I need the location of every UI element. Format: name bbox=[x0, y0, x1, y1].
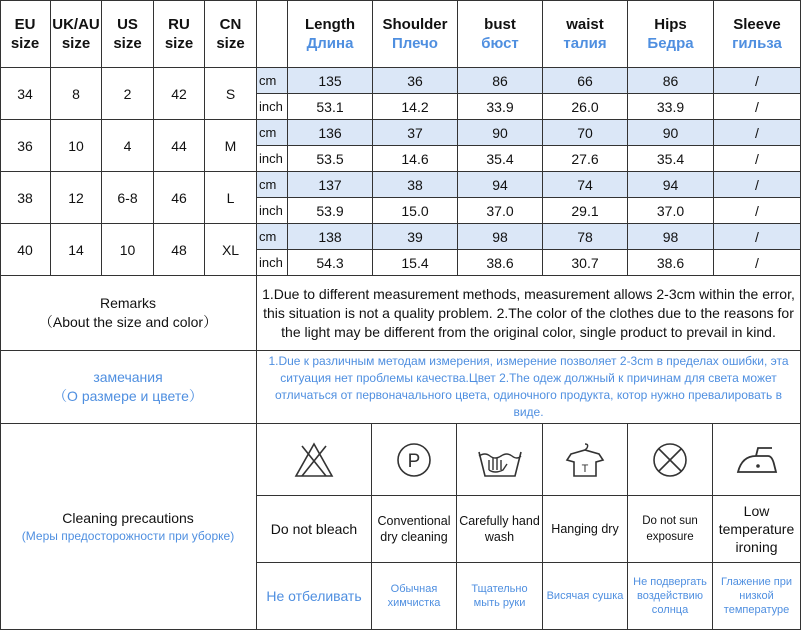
measure-sleeve-cm: / bbox=[714, 68, 801, 94]
care-icon-cell bbox=[457, 424, 543, 496]
header-cn-size bbox=[205, 0, 257, 68]
remarks-text-ru: 1.Due к различным методам измерения, измерение позволяет 2-3cm в пределах ошибки, эта ситуация нет проблемы качества.Цвет 2.The одеж должный к причинам для света может отличаться от первоначального цвета, одиночного продукта, котор нужно превалировать в виде. bbox=[257, 351, 801, 424]
measure-bust-cm: 94 bbox=[458, 172, 543, 198]
size-cn-cell: L bbox=[205, 172, 257, 224]
size-ukau-cell: 12 bbox=[51, 172, 102, 224]
measure-length-cm: 136 bbox=[288, 120, 373, 146]
header-label: bust bbox=[484, 15, 516, 33]
measure-waist-cm: 70 bbox=[543, 120, 628, 146]
size-us-cell: 10 bbox=[102, 224, 154, 276]
measure-length-inch: 53.5 bbox=[288, 146, 373, 172]
measure-sleeve-inch: / bbox=[714, 94, 801, 120]
size-eu-cell: 34 bbox=[0, 68, 51, 120]
header-label: size bbox=[113, 34, 142, 52]
size-us-cell: 2 bbox=[102, 68, 154, 120]
measure-length-inch: 54.3 bbox=[288, 250, 373, 276]
size-cn-cell: S bbox=[205, 68, 257, 120]
header-label: Length bbox=[305, 15, 355, 33]
size-ru-cell: 44 bbox=[154, 120, 205, 172]
care-label-ru: Не подвергать воздействию солнца bbox=[628, 563, 713, 630]
dry-clean-p-icon bbox=[394, 440, 434, 480]
measure-shoulder-inch: 15.4 bbox=[373, 250, 458, 276]
size-ru-cell: 46 bbox=[154, 172, 205, 224]
header-ukau-size bbox=[51, 0, 102, 68]
no-sun-exposure-icon bbox=[650, 440, 690, 480]
unit-label: inch bbox=[257, 146, 288, 172]
care-icon-cell bbox=[257, 424, 372, 496]
measure-waist-cm: 74 bbox=[543, 172, 628, 198]
header-hips bbox=[628, 0, 714, 68]
header-label: EU bbox=[14, 15, 36, 33]
header-label-ru: Бедра bbox=[647, 34, 694, 52]
care-label-ru: Висячая сушка bbox=[543, 563, 628, 630]
hanging-dry-icon bbox=[563, 440, 607, 480]
measure-shoulder-cm: 38 bbox=[373, 172, 458, 198]
size-us-cell: 6-8 bbox=[102, 172, 154, 224]
care-label-ru: Тщательно мыть руки bbox=[457, 563, 543, 630]
measure-length-inch: 53.1 bbox=[288, 94, 373, 120]
measure-length-cm: 138 bbox=[288, 224, 373, 250]
unit-label: inch bbox=[257, 198, 288, 224]
measure-waist-inch: 27.6 bbox=[543, 146, 628, 172]
cleaning-title: Cleaning precautions bbox=[62, 510, 194, 526]
header-waist bbox=[543, 0, 628, 68]
header-label-ru: талия bbox=[563, 34, 607, 52]
measure-sleeve-inch: / bbox=[714, 146, 801, 172]
size-eu-cell: 36 bbox=[0, 120, 51, 172]
size-ru-cell: 48 bbox=[154, 224, 205, 276]
size-ukau-cell: 14 bbox=[51, 224, 102, 276]
unit-label: cm bbox=[257, 120, 288, 146]
cleaning-title-ru: (Меры предосторожности при уборке) bbox=[21, 529, 235, 543]
unit-label: cm bbox=[257, 68, 288, 94]
care-label-en: Do not bleach bbox=[257, 496, 372, 563]
care-label-ru: Глажение при низкой температуре bbox=[713, 563, 801, 630]
remarks-label-ru bbox=[0, 351, 257, 424]
size-cn-cell: M bbox=[205, 120, 257, 172]
hand-wash-icon bbox=[475, 440, 525, 480]
unit-label: inch bbox=[257, 250, 288, 276]
size-cn-cell: XL bbox=[205, 224, 257, 276]
header-label: Hips bbox=[654, 15, 687, 33]
measure-hips-cm: 94 bbox=[628, 172, 714, 198]
measure-waist-inch: 30.7 bbox=[543, 250, 628, 276]
care-icon-cell bbox=[628, 424, 713, 496]
header-shoulder bbox=[373, 0, 458, 68]
cleaning-label bbox=[0, 424, 257, 630]
measure-shoulder-inch: 14.2 bbox=[373, 94, 458, 120]
header-label: CN bbox=[219, 15, 242, 33]
measure-sleeve-inch: / bbox=[714, 250, 801, 276]
measure-bust-cm: 86 bbox=[458, 68, 543, 94]
care-icon-cell bbox=[713, 424, 801, 496]
measure-bust-cm: 90 bbox=[458, 120, 543, 146]
care-icon-cell bbox=[543, 424, 628, 496]
size-ru-cell: 42 bbox=[154, 68, 205, 120]
measure-length-inch: 53.9 bbox=[288, 198, 373, 224]
measure-sleeve-cm: / bbox=[714, 172, 801, 198]
measure-bust-inch: 37.0 bbox=[458, 198, 543, 224]
unit-label: cm bbox=[257, 224, 288, 250]
measure-bust-cm: 98 bbox=[458, 224, 543, 250]
measure-hips-inch: 35.4 bbox=[628, 146, 714, 172]
measure-length-cm: 137 bbox=[288, 172, 373, 198]
measure-hips-inch: 37.0 bbox=[628, 198, 714, 224]
header-label-ru: гильза bbox=[732, 34, 782, 52]
measure-shoulder-cm: 37 bbox=[373, 120, 458, 146]
header-unit-blank bbox=[257, 0, 288, 68]
header-label: Shoulder bbox=[382, 15, 448, 33]
header-label-ru: бюст bbox=[481, 34, 519, 52]
size-eu-cell: 40 bbox=[0, 224, 51, 276]
header-label: RU bbox=[168, 15, 190, 33]
measure-length-cm: 135 bbox=[288, 68, 373, 94]
svg-text:P: P bbox=[407, 450, 421, 472]
measure-sleeve-cm: / bbox=[714, 224, 801, 250]
no-bleach-icon bbox=[292, 440, 336, 480]
measure-waist-cm: 66 bbox=[543, 68, 628, 94]
measure-shoulder-cm: 39 bbox=[373, 224, 458, 250]
care-label-en: Low temperature ironing bbox=[713, 496, 801, 563]
measure-bust-inch: 33.9 bbox=[458, 94, 543, 120]
care-label-en: Hanging dry bbox=[543, 496, 628, 563]
measure-hips-cm: 90 bbox=[628, 120, 714, 146]
header-label: size bbox=[10, 34, 40, 52]
measure-waist-inch: 29.1 bbox=[543, 198, 628, 224]
measure-shoulder-inch: 14.6 bbox=[373, 146, 458, 172]
care-label-en: Carefully hand wash bbox=[457, 496, 543, 563]
svg-text:T: T bbox=[581, 462, 589, 475]
remarks-text: 1.Due to different measurement methods, measurement allows 2-3cm within the error, this situation is not a quality problem. 2.The color of the clothes due to the reasons for the light may be different from the original color, single product to prevail in kind. bbox=[257, 276, 801, 351]
care-label-ru: Не отбеливать bbox=[257, 563, 372, 630]
measure-hips-cm: 98 bbox=[628, 224, 714, 250]
size-us-cell: 4 bbox=[102, 120, 154, 172]
unit-label: cm bbox=[257, 172, 288, 198]
measure-shoulder-inch: 15.0 bbox=[373, 198, 458, 224]
header-label: size bbox=[216, 34, 245, 52]
header-label: UK/AU bbox=[52, 15, 100, 33]
header-label: size bbox=[61, 34, 91, 52]
remarks-subtitle: （About the size and color） bbox=[38, 314, 218, 330]
measure-waist-inch: 26.0 bbox=[543, 94, 628, 120]
header-label: waist bbox=[566, 15, 604, 33]
care-icon-cell bbox=[372, 424, 457, 496]
remarks-title-ru: замечания bbox=[93, 369, 163, 385]
measure-bust-inch: 38.6 bbox=[458, 250, 543, 276]
header-label: size bbox=[164, 34, 194, 52]
size-ukau-cell: 10 bbox=[51, 120, 102, 172]
care-label-ru: Обычная химчистка bbox=[372, 563, 457, 630]
measure-hips-cm: 86 bbox=[628, 68, 714, 94]
measure-hips-inch: 33.9 bbox=[628, 94, 714, 120]
measure-sleeve-cm: / bbox=[714, 120, 801, 146]
remarks-title: Remarks bbox=[99, 295, 156, 311]
size-eu-cell: 38 bbox=[0, 172, 51, 224]
remarks-subtitle-ru: （О размере и цвете） bbox=[53, 388, 203, 404]
unit-label: inch bbox=[257, 94, 288, 120]
header-sleeve bbox=[714, 0, 801, 68]
header-length bbox=[288, 0, 373, 68]
care-label-en: Conventional dry cleaning bbox=[372, 496, 457, 563]
header-label: US bbox=[117, 15, 138, 33]
header-eu-size bbox=[0, 0, 51, 68]
header-label-ru: Плечо bbox=[392, 34, 438, 52]
header-us-size bbox=[102, 0, 154, 68]
measure-waist-cm: 78 bbox=[543, 224, 628, 250]
measure-sleeve-inch: / bbox=[714, 198, 801, 224]
measure-shoulder-cm: 36 bbox=[373, 68, 458, 94]
low-temperature-iron-icon bbox=[734, 442, 780, 478]
measure-hips-inch: 38.6 bbox=[628, 250, 714, 276]
remarks-label bbox=[0, 276, 257, 351]
header-label: Sleeve bbox=[733, 15, 781, 33]
size-ukau-cell: 8 bbox=[51, 68, 102, 120]
care-label-en: Do not sun exposure bbox=[628, 496, 713, 563]
header-bust bbox=[458, 0, 543, 68]
header-label-ru: Длина bbox=[306, 34, 354, 52]
measure-bust-inch: 35.4 bbox=[458, 146, 543, 172]
header-ru-size bbox=[154, 0, 205, 68]
